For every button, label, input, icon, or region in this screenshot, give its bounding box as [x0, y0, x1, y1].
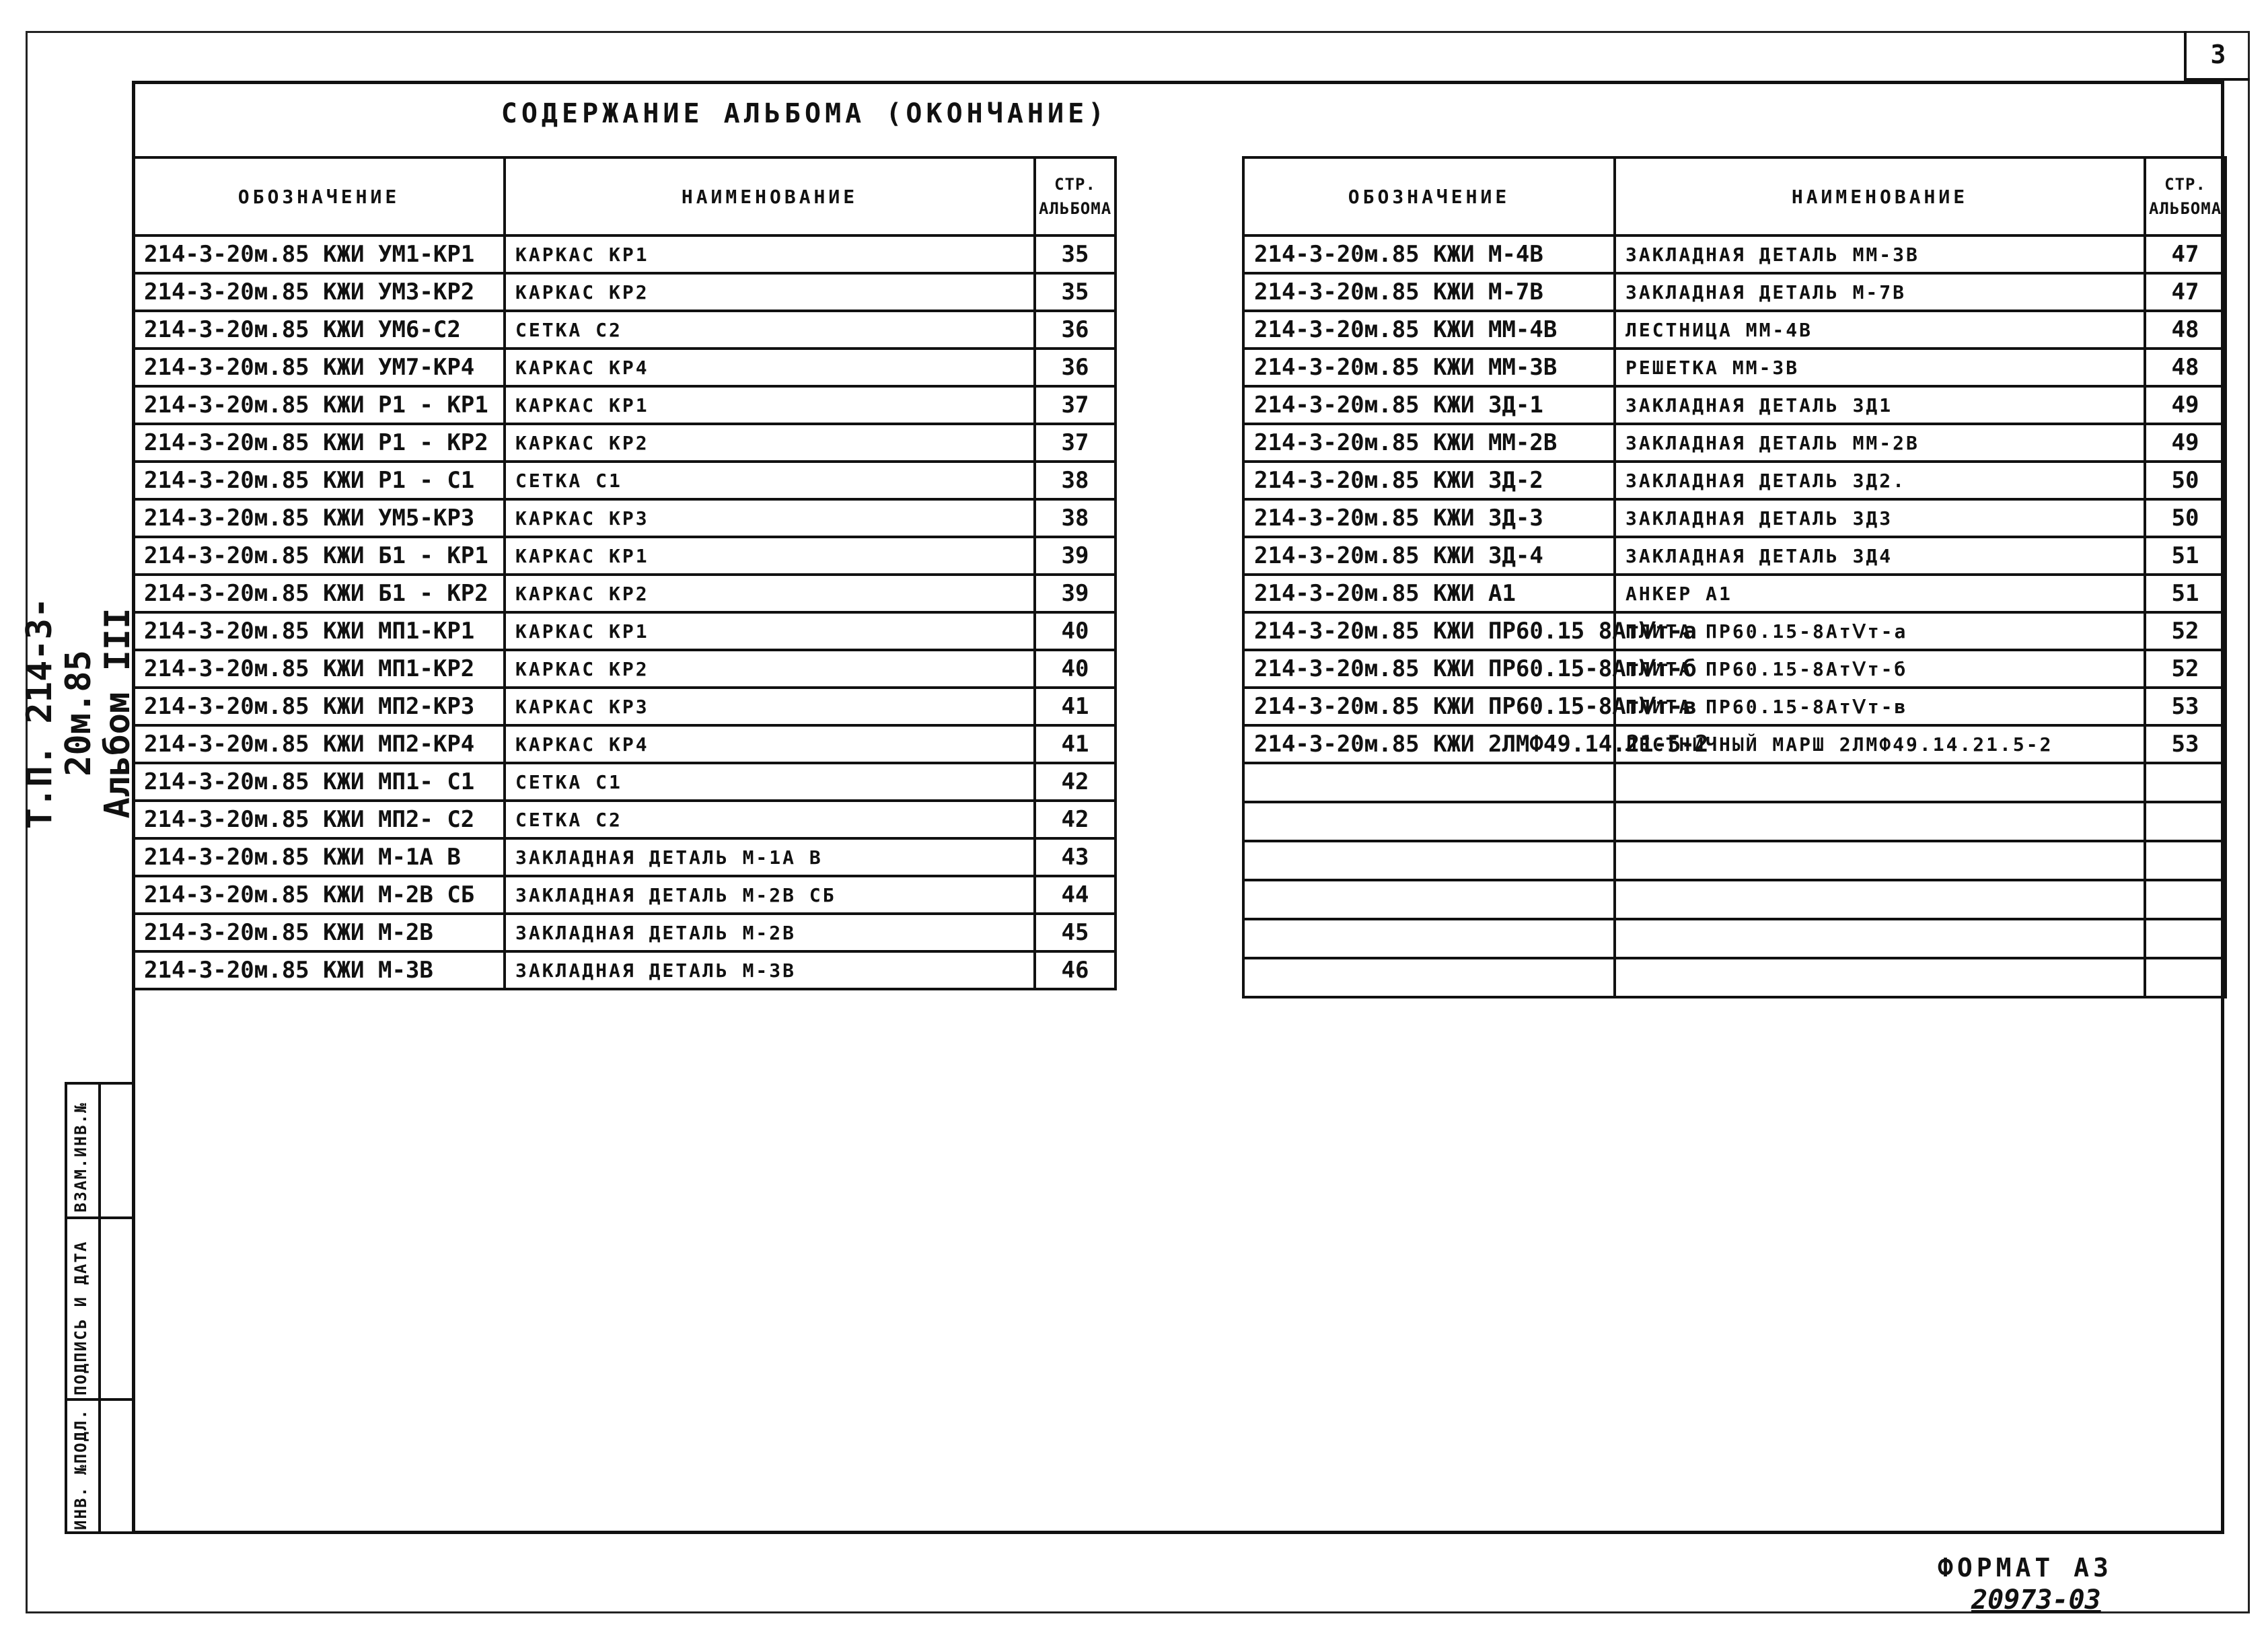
- row-page: 38: [1035, 462, 1115, 499]
- stamp-cell-replaced-inventory: [67, 1085, 135, 1219]
- row-name: КАРКАС КР2: [505, 424, 1035, 462]
- table-row: [1243, 349, 2226, 386]
- empty-cell: [2145, 958, 2226, 997]
- empty-row: [1243, 958, 2226, 997]
- contents-table-right: [1242, 156, 2227, 998]
- row-page: 45: [1035, 914, 1115, 951]
- row-name: ЗАКЛАДНАЯ ДЕТАЛЬ ММ-2В: [1615, 424, 2145, 462]
- table-row: [133, 386, 1115, 424]
- row-page: 44: [1035, 876, 1115, 914]
- header-name: НАИМЕНОВАНИЕ: [1615, 157, 2145, 235]
- row-designation: 214-3-20м.85 КЖИ ЗД-4: [1243, 537, 1615, 575]
- table-row: [133, 688, 1115, 725]
- header-page-line2: АЛЬБОМА: [1039, 199, 1112, 218]
- table-row: [1243, 462, 2226, 499]
- header-designation: ОБОЗНАЧЕНИЕ: [133, 157, 505, 235]
- stamp-label-original-inventory: ИНВ. №ПОДЛ.: [71, 1408, 90, 1530]
- row-page: 50: [2145, 462, 2226, 499]
- table-row: [133, 349, 1115, 386]
- row-page: 38: [1035, 499, 1115, 537]
- empty-cell: [2145, 763, 2226, 802]
- row-designation: 214-3-20м.85 КЖИ ПР60.15 8АтⅤт-а: [1243, 612, 1615, 650]
- empty-row: [1243, 763, 2226, 802]
- row-page: 48: [2145, 311, 2226, 349]
- table-row: [1243, 273, 2226, 311]
- row-page: 37: [1035, 424, 1115, 462]
- row-designation: 214-3-20м.85 КЖИ Б1 - КР1: [133, 537, 505, 575]
- table-row: [133, 763, 1115, 801]
- row-page: 37: [1035, 386, 1115, 424]
- row-name: ЛЕСТНИЦА ММ-4В: [1615, 311, 2145, 349]
- table-row: [1243, 386, 2226, 424]
- table-row: [133, 612, 1115, 650]
- row-name: ПЛИТА ПР60.15-8АтⅤт-а: [1615, 612, 2145, 650]
- table-row: [133, 575, 1115, 612]
- row-page: 43: [1035, 838, 1115, 876]
- row-name: СЕТКА С2: [505, 801, 1035, 838]
- empty-cell: [1243, 958, 1615, 997]
- page-number: 3: [2184, 31, 2250, 81]
- row-designation: 214-3-20м.85 КЖИ М-1А В: [133, 838, 505, 876]
- table-row: [1243, 537, 2226, 575]
- row-page: 40: [1035, 650, 1115, 688]
- contents-table-left: [132, 156, 1117, 990]
- approval-stamp: [65, 1082, 135, 1534]
- row-name: КАРКАС КР3: [505, 688, 1035, 725]
- empty-row: [1243, 841, 2226, 880]
- row-name: КАРКАС КР2: [505, 575, 1035, 612]
- row-designation: 214-3-20м.85 КЖИ МП1-КР2: [133, 650, 505, 688]
- row-name: ЗАКЛАДНАЯ ДЕТАЛЬ М-2В СБ: [505, 876, 1035, 914]
- table-row: [133, 914, 1115, 951]
- table-row: [1243, 725, 2226, 763]
- row-designation: 214-3-20м.85 КЖИ М-4В: [1243, 235, 1615, 273]
- header-page: [1035, 157, 1115, 235]
- row-page: 50: [2145, 499, 2226, 537]
- empty-cell: [2145, 919, 2226, 958]
- row-name: КАРКАС КР2: [505, 650, 1035, 688]
- row-designation: 214-3-20м.85 КЖИ ЗД-3: [1243, 499, 1615, 537]
- row-designation: 214-3-20м.85 КЖИ УМ1-КР1: [133, 235, 505, 273]
- row-name: КАРКАС КР3: [505, 499, 1035, 537]
- stamp-label-replaced-inventory: ВЗАМ.ИНВ.№: [71, 1101, 90, 1212]
- row-designation: 214-3-20м.85 КЖИ Р1 - С1: [133, 462, 505, 499]
- row-name: КАРКАС КР1: [505, 537, 1035, 575]
- empty-cell: [1243, 841, 1615, 880]
- row-designation: 214-3-20м.85 КЖИ МП2-КР4: [133, 725, 505, 763]
- inventory-number: 20973-03: [1971, 1585, 2101, 1615]
- row-page: 39: [1035, 575, 1115, 612]
- empty-cell: [1615, 763, 2145, 802]
- table-row: [133, 424, 1115, 462]
- table-row: [133, 725, 1115, 763]
- empty-cell: [2145, 802, 2226, 841]
- stamp-cell-original-inventory: [67, 1401, 135, 1534]
- row-name: КАРКАС КР1: [505, 235, 1035, 273]
- row-page: 49: [2145, 386, 2226, 424]
- row-page: 36: [1035, 311, 1115, 349]
- empty-row: [1243, 880, 2226, 919]
- row-designation: 214-3-20м.85 КЖИ УМ3-КР2: [133, 273, 505, 311]
- header-page-line2: АЛЬБОМА: [2149, 199, 2222, 218]
- row-designation: 214-3-20м.85 КЖИ УМ5-КР3: [133, 499, 505, 537]
- row-name: ЗАКЛАДНАЯ ДЕТАЛЬ М-3В: [505, 951, 1035, 989]
- empty-cell: [2145, 841, 2226, 880]
- row-page: 52: [2145, 612, 2226, 650]
- row-page: 39: [1035, 537, 1115, 575]
- page-title: СОДЕРЖАНИЕ АЛЬБОМА (ОКОНЧАНИЕ): [501, 98, 1109, 129]
- empty-cell: [1615, 802, 2145, 841]
- empty-cell: [1243, 763, 1615, 802]
- row-page: 47: [2145, 235, 2226, 273]
- row-page: 41: [1035, 688, 1115, 725]
- side-document-code: [20, 538, 141, 830]
- table-row: [133, 876, 1115, 914]
- row-page: 53: [2145, 725, 2226, 763]
- row-designation: 214-3-20м.85 КЖИ МП1- С1: [133, 763, 505, 801]
- row-name: ПЛИТА ПР60.15-8АтⅤт-б: [1615, 650, 2145, 688]
- row-designation: 214-3-20м.85 КЖИ Б1 - КР2: [133, 575, 505, 612]
- table-row: [1243, 235, 2226, 273]
- empty-cell: [1615, 958, 2145, 997]
- table-row: [133, 235, 1115, 273]
- row-designation: 214-3-20м.85 КЖИ ММ-2В: [1243, 424, 1615, 462]
- table-row: [133, 273, 1115, 311]
- header-page-line1: СТР.: [1054, 175, 1096, 194]
- empty-cell: [1615, 919, 2145, 958]
- row-designation: 214-3-20м.85 КЖИ М-7В: [1243, 273, 1615, 311]
- empty-cell: [1243, 802, 1615, 841]
- row-page: 35: [1035, 273, 1115, 311]
- row-page: 35: [1035, 235, 1115, 273]
- row-page: 36: [1035, 349, 1115, 386]
- row-designation: 214-3-20м.85 КЖИ 2ЛМФ49.14.21-5-2: [1243, 725, 1615, 763]
- row-name: СЕТКА С1: [505, 462, 1035, 499]
- row-designation: 214-3-20м.85 КЖИ ММ-4В: [1243, 311, 1615, 349]
- table-row: [133, 499, 1115, 537]
- table-row: [133, 537, 1115, 575]
- table-row: [1243, 424, 2226, 462]
- row-page: 41: [1035, 725, 1115, 763]
- row-page: 47: [2145, 273, 2226, 311]
- row-designation: 214-3-20м.85 КЖИ Р1 - КР2: [133, 424, 505, 462]
- row-page: 49: [2145, 424, 2226, 462]
- row-designation: 214-3-20м.85 КЖИ ЗД-1: [1243, 386, 1615, 424]
- row-designation: 214-3-20м.85 КЖИ МП2- С2: [133, 801, 505, 838]
- table-row: [133, 462, 1115, 499]
- row-page: 51: [2145, 575, 2226, 612]
- row-name: РЕШЕТКА ММ-3В: [1615, 349, 2145, 386]
- row-page: 42: [1035, 801, 1115, 838]
- row-name: КАРКАС КР4: [505, 349, 1035, 386]
- row-designation: 214-3-20м.85 КЖИ Р1 - КР1: [133, 386, 505, 424]
- empty-cell: [1243, 919, 1615, 958]
- stamp-label-signature-date: ПОДПИСЬ И ДАТА: [71, 1240, 90, 1395]
- row-page: 40: [1035, 612, 1115, 650]
- row-name: ЗАКЛАДНАЯ ДЕТАЛЬ М-2В: [505, 914, 1035, 951]
- row-name: СЕТКА С2: [505, 311, 1035, 349]
- row-designation: 214-3-20м.85 КЖИ М-2В СБ: [133, 876, 505, 914]
- side-code-line2: Альбом III: [98, 608, 138, 819]
- row-name: ЗАКЛАДНАЯ ДЕТАЛЬ ЗД3: [1615, 499, 2145, 537]
- row-designation: 214-3-20м.85 КЖИ ПР60.15-8АтⅤт-б: [1243, 650, 1615, 688]
- row-page: 53: [2145, 688, 2226, 725]
- header-page: [2145, 157, 2226, 235]
- table-row: [1243, 612, 2226, 650]
- row-name: КАРКАС КР2: [505, 273, 1035, 311]
- row-name: КАРКАС КР1: [505, 612, 1035, 650]
- row-designation: 214-3-20м.85 КЖИ ПР60.15-8АтⅤт-в: [1243, 688, 1615, 725]
- table-row: [1243, 311, 2226, 349]
- empty-cell: [2145, 880, 2226, 919]
- row-designation: 214-3-20м.85 КЖИ УМ6-С2: [133, 311, 505, 349]
- empty-row: [1243, 919, 2226, 958]
- header-name: НАИМЕНОВАНИЕ: [505, 157, 1035, 235]
- table-row: [1243, 650, 2226, 688]
- stamp-cell-signature-date: [67, 1219, 135, 1401]
- table-row: [133, 311, 1115, 349]
- row-designation: 214-3-20м.85 КЖИ МП2-КР3: [133, 688, 505, 725]
- row-name: ЗАКЛАДНАЯ ДЕТАЛЬ ММ-3В: [1615, 235, 2145, 273]
- row-page: 51: [2145, 537, 2226, 575]
- row-name: СЕТКА С1: [505, 763, 1035, 801]
- row-designation: 214-3-20м.85 КЖИ МП1-КР1: [133, 612, 505, 650]
- row-name: ЗАКЛАДНАЯ ДЕТАЛЬ М-1А В: [505, 838, 1035, 876]
- row-name: ЛЕСТНИЧНЫЙ МАРШ 2ЛМФ49.14.21.5-2: [1615, 725, 2145, 763]
- table-row: [133, 951, 1115, 989]
- table-row: [133, 838, 1115, 876]
- empty-cell: [1615, 841, 2145, 880]
- row-designation: 214-3-20м.85 КЖИ М-2В: [133, 914, 505, 951]
- header-page-line1: СТР.: [2164, 175, 2206, 194]
- row-name: ЗАКЛАДНАЯ ДЕТАЛЬ ЗД1: [1615, 386, 2145, 424]
- format-label: ФОРМАТ А3: [1938, 1553, 2113, 1583]
- row-designation: 214-3-20м.85 КЖИ ЗД-2: [1243, 462, 1615, 499]
- row-name: ЗАКЛАДНАЯ ДЕТАЛЬ ЗД2.: [1615, 462, 2145, 499]
- row-designation: 214-3-20м.85 КЖИ А1: [1243, 575, 1615, 612]
- row-page: 46: [1035, 951, 1115, 989]
- table-row: [133, 801, 1115, 838]
- row-name: ЗАКЛАДНАЯ ДЕТАЛЬ М-7В: [1615, 273, 2145, 311]
- side-code-line1: Т.П. 214-3-20м.85: [20, 597, 99, 830]
- row-name: АНКЕР А1: [1615, 575, 2145, 612]
- empty-cell: [1243, 880, 1615, 919]
- table-row: [133, 650, 1115, 688]
- row-designation: 214-3-20м.85 КЖИ М-3В: [133, 951, 505, 989]
- row-page: 48: [2145, 349, 2226, 386]
- empty-cell: [1615, 880, 2145, 919]
- row-designation: 214-3-20м.85 КЖИ ММ-3В: [1243, 349, 1615, 386]
- header-designation: ОБОЗНАЧЕНИЕ: [1243, 157, 1615, 235]
- empty-row: [1243, 802, 2226, 841]
- row-name: ПЛИТА ПР60.15-8АтⅤт-в: [1615, 688, 2145, 725]
- row-name: КАРКАС КР4: [505, 725, 1035, 763]
- table-row: [1243, 688, 2226, 725]
- row-page: 52: [2145, 650, 2226, 688]
- table-row: [1243, 575, 2226, 612]
- row-designation: 214-3-20м.85 КЖИ УМ7-КР4: [133, 349, 505, 386]
- row-name: КАРКАС КР1: [505, 386, 1035, 424]
- row-page: 42: [1035, 763, 1115, 801]
- row-name: ЗАКЛАДНАЯ ДЕТАЛЬ ЗД4: [1615, 537, 2145, 575]
- table-row: [1243, 499, 2226, 537]
